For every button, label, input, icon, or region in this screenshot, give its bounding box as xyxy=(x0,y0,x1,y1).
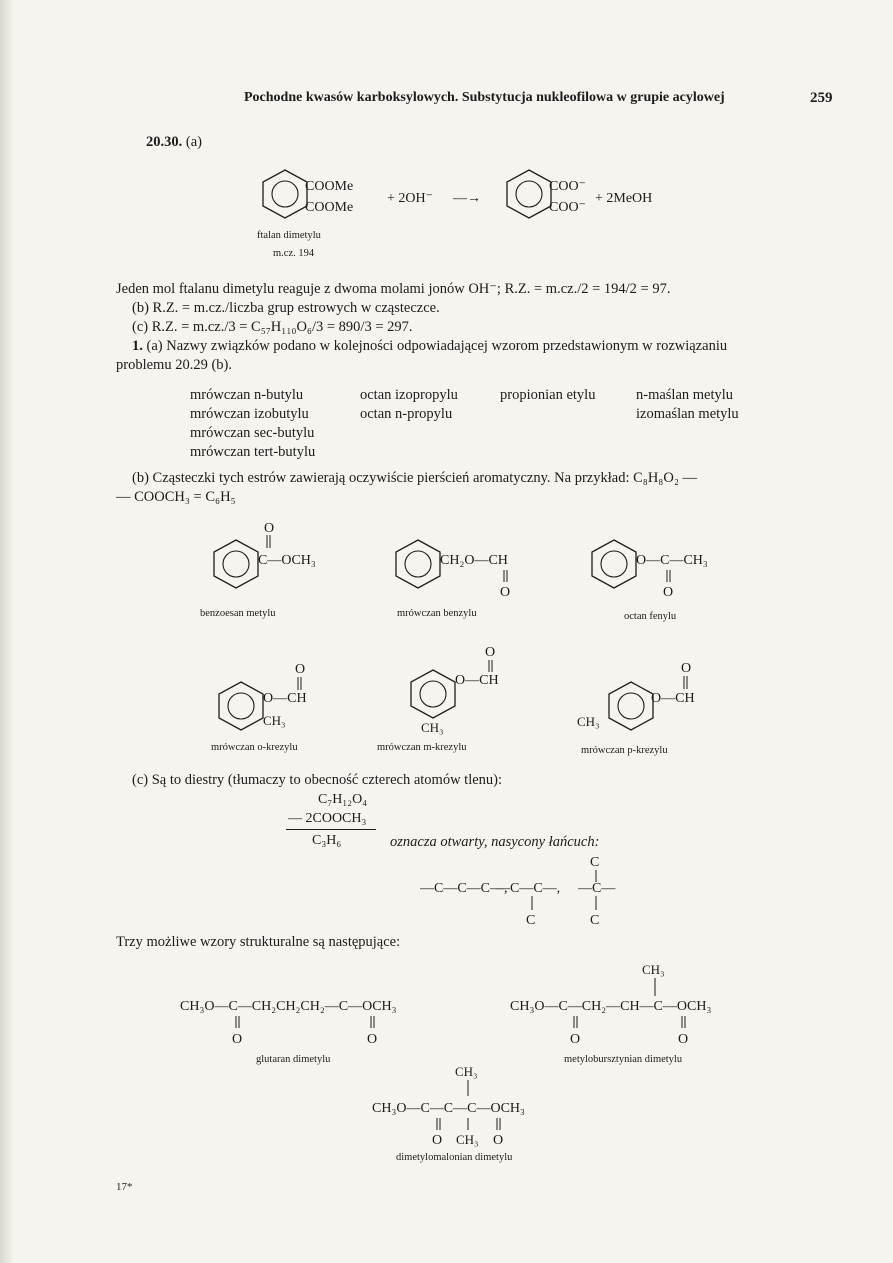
problem-part-a: (a) xyxy=(185,134,202,150)
structures-intro: Trzy możliwe wzory strukturalne są następujące: xyxy=(116,934,401,950)
formula-minus-2cooch3: — 2COOCH₃ xyxy=(288,811,367,826)
structure-name: benzoesan metylu xyxy=(200,608,276,619)
structure-name: mrówczan benzylu xyxy=(397,608,477,619)
benzene-ring-reactant xyxy=(263,170,307,218)
chain-top-carbon: C xyxy=(590,855,600,870)
paragraph-b: (b) R.Z. = m.cz./liczba grup estrowych w cząsteczce. xyxy=(132,300,440,316)
carbonyl-oxygen-left: O xyxy=(232,1032,243,1047)
paragraph-1a-cont: problemu 20.29 (b). xyxy=(116,357,232,373)
fraction-line xyxy=(286,829,376,830)
ester-name: mrówczan tert-butylu xyxy=(190,444,316,460)
item-number: 1. xyxy=(132,338,143,354)
methyl-group: CH₃ xyxy=(263,713,286,728)
carbonyl-oxygen: O xyxy=(485,645,496,660)
methyl-group: CH₃ xyxy=(577,714,600,729)
carbonyl-oxygen: O xyxy=(264,521,275,536)
part-b-line2: — COOCH₃ = C₆H₅ xyxy=(116,489,236,505)
paragraph-moles: Jeden mol ftalanu dimetylu reaguje z dwoma molami jonów OH⁻; R.Z. = m.cz./2 = 194/2 = 97. xyxy=(116,281,671,297)
structure-m-cresyl-formate xyxy=(377,645,499,753)
carbonyl-oxygen-right: O xyxy=(493,1133,504,1148)
structure-name: octan fenylu xyxy=(624,611,677,622)
structure-name: glutaran dimetylu xyxy=(256,1054,331,1065)
structure-dimethyl-glutarate xyxy=(180,999,397,1065)
sheet-signature: 17* xyxy=(116,1181,133,1193)
carbonyl-oxygen: O xyxy=(663,585,674,600)
chain-linear: —C—C—C—, xyxy=(420,881,508,896)
methyl-substituent-top: CH₃ xyxy=(455,1064,478,1079)
carbonyl-oxygen-left: O xyxy=(432,1133,443,1148)
structure-benzyl-formate xyxy=(396,540,510,619)
problem-number: 20.30. xyxy=(146,134,183,150)
reactant-bottom-group: COOMe xyxy=(305,200,354,215)
reaction-arrow: —→ xyxy=(453,191,481,206)
reagent-hydroxide: + 2OH⁻ xyxy=(387,191,434,206)
structure-methyl-benzoate xyxy=(200,521,316,619)
ester-name: n-maślan metylu xyxy=(636,387,734,403)
structure-dimethyl-dimethylmalonate xyxy=(372,1064,525,1163)
aromatic-esters-row2 xyxy=(205,640,745,760)
methyl-substituent: CH₃ xyxy=(642,962,665,977)
carbonyl-oxygen-right: O xyxy=(678,1032,689,1047)
ester-name: propionian etylu xyxy=(500,387,596,403)
reaction-scheme xyxy=(255,168,715,258)
ester-names-col2 xyxy=(360,386,458,424)
structure-phenyl-acetate xyxy=(592,540,708,622)
reactant-top-group: COOMe xyxy=(305,179,354,194)
chain-branched: —C—C—, xyxy=(496,881,561,896)
benzene-ring-product xyxy=(507,170,551,218)
page-number: 259 xyxy=(810,90,833,106)
diester-structures xyxy=(170,950,790,1070)
structure-dimethyl-methylsuccinate xyxy=(510,962,711,1065)
scan-edge-shadow xyxy=(0,0,14,1263)
carbonyl-oxygen-right: O xyxy=(367,1032,378,1047)
formula-c7h12o4: C₇H₁₂O₄ xyxy=(318,792,368,807)
carbonyl-oxygen: O xyxy=(295,662,306,677)
ester-name: mrówczan n-butylu xyxy=(190,387,304,403)
diester-formula: CH₃O—C—C—C—OCH₃ xyxy=(372,1101,525,1116)
carbonyl-oxygen: O xyxy=(681,661,692,676)
aromatic-esters-row1 xyxy=(200,518,760,628)
part-b-line1: (b) Cząsteczki tych estrów zawierają oczywiście pierścień aromatyczny. Na przykład: C₈H₈O₂ — xyxy=(132,470,697,486)
paragraph-1a xyxy=(132,338,727,355)
chain-note: oznacza otwarty, nasycony łańcuch: xyxy=(390,834,600,850)
product-top-group: COO⁻ xyxy=(549,179,586,194)
ester-group: C—OCH₃ xyxy=(258,553,316,568)
structure-o-cresyl-formate xyxy=(211,662,307,753)
reactant-name: ftalan dimetylu xyxy=(257,230,321,241)
carbonyl-oxygen: O xyxy=(500,585,511,600)
ester-group: O—C—CH₃ xyxy=(636,553,708,568)
structure-name: dimetylomalonian dimetylu xyxy=(396,1152,513,1163)
structure-name: mrówczan p-krezylu xyxy=(581,745,668,756)
carbon-chain-diagrams xyxy=(420,852,660,932)
chain-branch-carbon: C xyxy=(526,913,536,928)
ester-names-col4 xyxy=(636,386,739,424)
paragraph-c: (c) R.Z. = m.cz./3 = C₅₇H₁₁₀O₆/3 = 890/3 = 297. xyxy=(132,319,413,335)
formula-c3h6: C₃H₆ xyxy=(312,833,342,848)
byproduct-methanol: + 2MeOH xyxy=(595,191,653,206)
diester-formula: CH₃O—C—CH₂—CH—C—OCH₃ xyxy=(510,999,712,1014)
structure-name: metylobursztynian dimetylu xyxy=(564,1054,683,1065)
ester-group: O—CH xyxy=(263,691,307,706)
running-title: Pochodne kwasów karboksylowych. Substytucja nukleofilowa w grupie acylowej xyxy=(244,90,725,105)
diester-formula: CH₃O—C—CH₂CH₂CH₂—C—OCH₃ xyxy=(180,999,397,1014)
structure-name: mrówczan m-krezylu xyxy=(377,742,467,753)
carbonyl-oxygen-left: O xyxy=(570,1032,581,1047)
item-text: (a) Nazwy związków podano w kolejności odpowiadającej wzorom przedstawionym w rozwiązaniu xyxy=(146,338,728,354)
reactant-mass: m.cz. 194 xyxy=(273,248,315,258)
ester-name: octan izopropylu xyxy=(360,387,458,403)
ester-name: mrówczan izobutylu xyxy=(190,406,309,422)
diester-structure-3 xyxy=(360,1062,580,1168)
chain-quaternary: —C— xyxy=(578,881,616,896)
structure-p-cresyl-formate xyxy=(577,661,695,756)
part-c-line1: (c) Są to diestry (tłumaczy to obecność czterech atomów tlenu): xyxy=(132,772,503,788)
chain-bottom-carbon: C xyxy=(590,913,600,928)
ester-name: octan n-propylu xyxy=(360,406,453,422)
ester-group: O—CH xyxy=(651,691,695,706)
ester-names-col3 xyxy=(500,386,595,405)
product-bottom-group: COO⁻ xyxy=(549,200,586,215)
ester-name: izomaślan metylu xyxy=(636,406,739,422)
methyl-substituent-bottom: CH₃ xyxy=(456,1132,479,1147)
ester-group: O—CH xyxy=(455,673,499,688)
methyl-group: CH₃ xyxy=(421,720,444,735)
ester-name: mrówczan sec-butylu xyxy=(190,425,315,441)
structure-name: mrówczan o-krezylu xyxy=(211,742,298,753)
ester-names-col1 xyxy=(190,386,315,462)
ester-group: CH₂O—CH xyxy=(440,553,508,568)
problem-number-line xyxy=(146,134,202,151)
